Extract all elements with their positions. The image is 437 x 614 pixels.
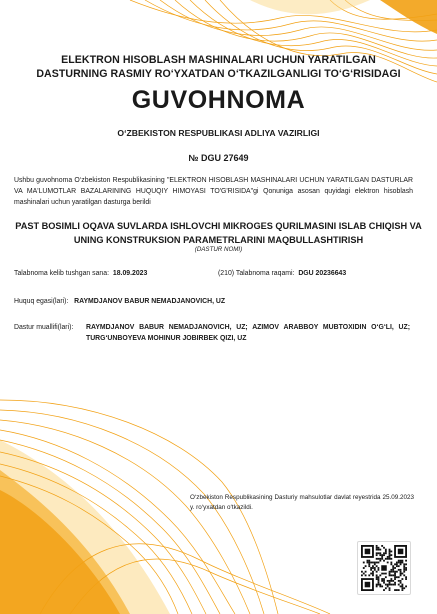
header-line-1: ELEKTRON HISOBLASH MASHINALARI UCHUN YARATILGAN: [61, 54, 376, 66]
application-number-row: [218, 268, 346, 279]
certificate-title: GUVOHNOMA: [131, 86, 306, 114]
program-name-caption: (DASTUR NOMI): [194, 246, 243, 253]
authors-label: Dastur muallifi(lari):: [14, 324, 74, 331]
certificate-header: [20, 54, 417, 81]
ministry-name: O‘ZBEKISTON RESPUBLIKASI ADLIYA VAZIRLIGI: [117, 128, 320, 138]
owner-label: Huquq egasi(lari):: [14, 298, 69, 305]
application-number-label: (210) Talabnoma raqami:: [218, 270, 295, 277]
qr-code-icon: [361, 545, 407, 591]
owner-row: [14, 296, 225, 307]
qr-code[interactable]: [357, 541, 411, 595]
authors-value: RAYMDJANOV BABUR NEMADJANOVICH, UZ; AZIMOV ARABBOY MUBTOXIDIN O‘G‘LI, UZ; TURG‘UNBOYEVA MOHINUR JOBIRBEK QIZI, UZ: [86, 324, 410, 342]
authors-row: [14, 322, 410, 344]
application-date-label: Talabnoma kelib tushgan sana:: [14, 270, 110, 277]
certificate-number: № DGU 27649: [188, 153, 249, 163]
program-name: PAST BOSIMLI OQAVA SUVLARDA ISHLOVCHI MIKROGES QURILMASINI ISLAB CHIQISH VA UNING KONSTRUKSION PARAMETRLARINI MAQBULLASHTIRISH: [15, 221, 422, 245]
intro-paragraph: Ushbu guvohnoma O‘zbekiston Respublikasining "ELEKTRON HISOBLASH MASHINALARI UCHUN YARATILGAN DASTURLAR VA MA'LUMOTLAR BAZALARINING HUQUQIY HIMOYASI TO'G'RISIDA"gi Qonuniga asosan quyidagi elektron hisoblash mashinalari uchun yaratilgan dasturga berildi: [14, 177, 413, 206]
application-date-row: [14, 268, 147, 279]
owner-value: RAYMDJANOV BABUR NEMADJANOVICH, UZ: [74, 298, 226, 305]
application-number-value: DGU 20236643: [298, 270, 347, 277]
registration-note: O‘zbekiston Respublikasining Dasturiy mahsulotlar davlat reyestrida 25.09.2023 y. ro‘yxatdan o‘tkazildi.: [190, 494, 414, 511]
application-date-value: 18.09.2023: [112, 270, 148, 277]
header-line-2: DASTURNING RASMIY RO‘YXATDAN O‘TKAZILGANLIGI TO‘G‘RISIDAGI: [36, 67, 401, 80]
